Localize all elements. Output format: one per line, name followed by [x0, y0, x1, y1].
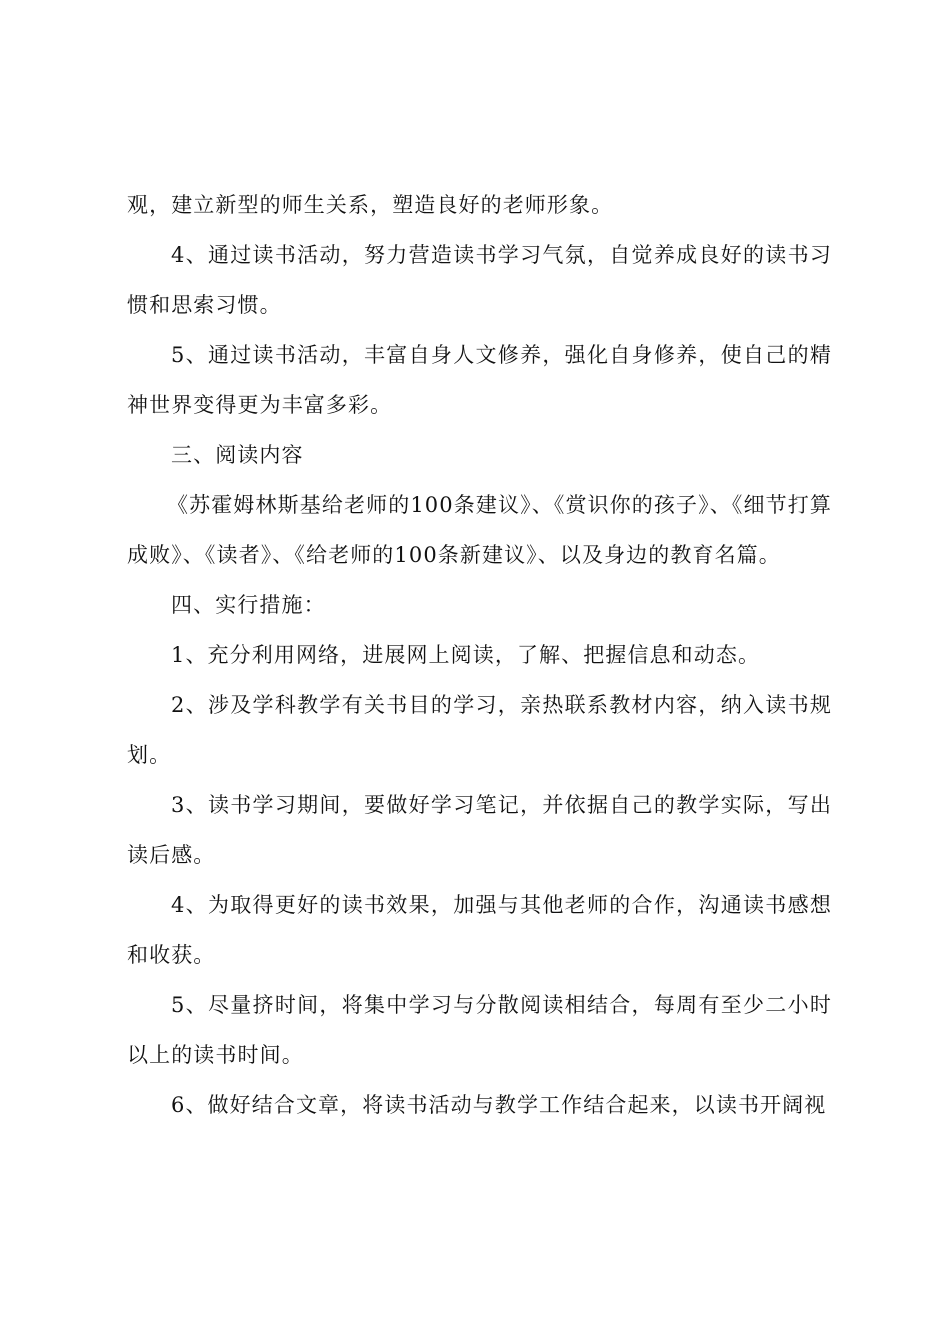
paragraph-goal-4: 4、通过读书活动，努力营造读书学习气氛，自觉养成良好的读书习惯和思索习惯。	[127, 243, 832, 317]
paragraph-measure-5: 5、尽量挤时间，将集中学习与分散阅读相结合，每周有至少二小时以上的读书时间。	[127, 993, 832, 1067]
paragraph-continuation: 观，建立新型的师生关系，塑造良好的老师形象。	[127, 193, 614, 217]
paragraph-book-list: 《苏霍姆林斯基给老师的100条建议》、《赏识你的孩子》、《细节打算成败》、《读者》、《给老师的100条新建议》、以及身边的教育名篇。	[127, 493, 832, 567]
section-heading-reading-content: 三、阅读内容	[171, 443, 304, 467]
section-heading-measures: 四、实行措施：	[171, 593, 326, 617]
paragraph-measure-4: 4、为取得更好的读书效果，加强与其他老师的合作，沟通读书感想和收获。	[127, 893, 832, 967]
paragraph-measure-6: 6、做好结合文章，将读书活动与教学工作结合起来，以读书开阔视	[171, 1093, 827, 1117]
document-body	[127, 180, 832, 1130]
paragraph-measure-3: 3、读书学习期间，要做好学习笔记，并依据自己的教学实际，写出读后感。	[127, 793, 832, 867]
paragraph-measure-1: 1、充分利用网络，进展网上阅读，了解、把握信息和动态。	[171, 643, 761, 667]
paragraph-measure-2: 2、涉及学科教学有关书目的学习，亲热联系教材内容，纳入读书规划。	[127, 693, 832, 767]
paragraph-goal-5: 5、通过读书活动，丰富自身人文修养，强化自身修养，使自己的精神世界变得更为丰富多彩。	[127, 343, 832, 417]
